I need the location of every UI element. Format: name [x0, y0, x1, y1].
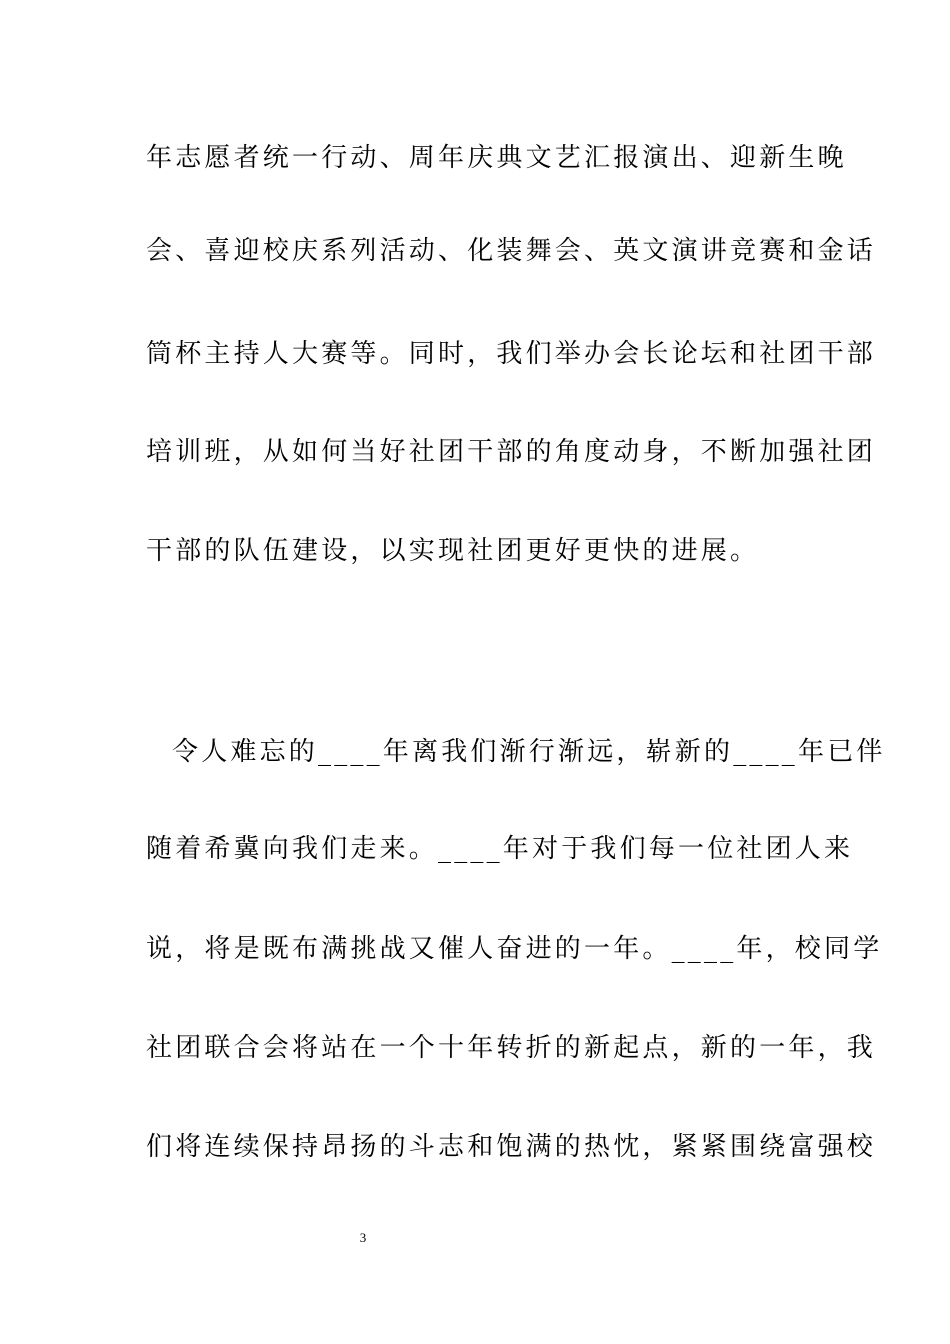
paragraph-1-line-3: 筒杯主持人大赛等。同时，我们举办会长论坛和社团干部 — [146, 339, 877, 369]
paragraph-1-line-2: 会、喜迎校庆系列活动、化装舞会、英文演讲竞赛和金话 — [146, 236, 877, 266]
paragraph-1-line-5: 干部的队伍建设，以实现社团更好更快的进展。 — [146, 536, 760, 566]
paragraph-1-line-1: 年志愿者统一行动、周年庆典文艺汇报演出、迎新生晚 — [146, 143, 847, 173]
paragraph-2-line-4: 社团联合会将站在一个十年转折的新起点，新的一年，我 — [146, 1033, 877, 1063]
paragraph-2-line-1: 令人难忘的____年离我们渐行渐远，崭新的____年已伴 — [172, 737, 886, 767]
page-number: 3 — [359, 1230, 367, 1245]
paragraph-2-line-3: 说，将是既布满挑战又催人奋进的一年。____年，校同学 — [146, 934, 883, 964]
paragraph-1-line-4: 培训班，从如何当好社团干部的角度动身，不断加强社团 — [146, 437, 877, 467]
paragraph-2-line-5: 们将连续保持昂扬的斗志和饱满的热忱，紧紧围绕富强校 — [146, 1132, 877, 1162]
paragraph-2-line-2: 随着希冀向我们走来。____年对于我们每一位社团人来 — [146, 834, 854, 864]
